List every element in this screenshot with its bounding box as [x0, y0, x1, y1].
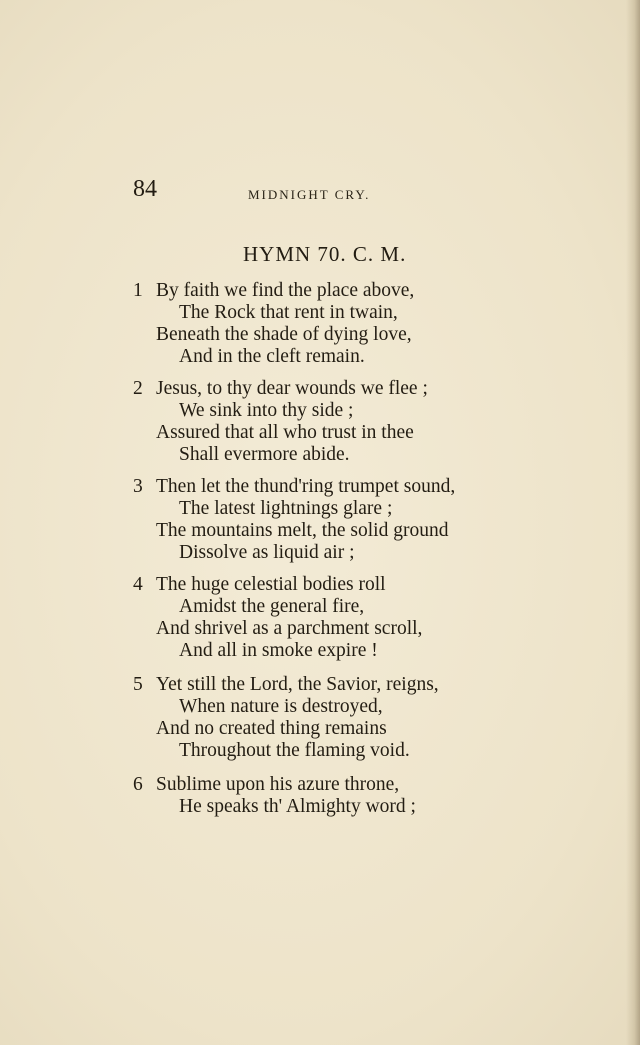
verse-line: And in the cleft remain. [179, 346, 365, 367]
verse-line: Beneath the shade of dying love, [156, 324, 412, 345]
verse-line: Assured that all who trust in thee [156, 422, 414, 443]
verse-line: Amidst the general fire, [179, 596, 365, 617]
verse-number: 4 [133, 574, 143, 595]
page-number: 84 [133, 176, 157, 202]
verse-line: The latest lightnings glare ; [179, 498, 393, 519]
hymn-title: HYMN 70. C. M. [243, 242, 407, 266]
verse-number: 2 [133, 378, 143, 399]
verse-line: When nature is destroyed, [179, 696, 383, 717]
verse-line: Shall evermore abide. [179, 444, 350, 465]
verse-line: The huge celestial bodies roll [156, 574, 386, 595]
verse-line: Then let the thund'ring trumpet sound, [156, 476, 456, 497]
page-edge-shadow [626, 0, 640, 1045]
verse-line: He speaks th' Almighty word ; [179, 796, 416, 817]
verse-line: Yet still the Lord, the Savior, reigns, [156, 674, 439, 695]
verse-line: Dissolve as liquid air ; [179, 542, 355, 563]
verse-line: The Rock that rent in twain, [179, 302, 398, 323]
verse-line: The mountains melt, the solid ground [156, 520, 449, 541]
verse-number: 5 [133, 674, 143, 695]
verse-line: Jesus, to thy dear wounds we flee ; [156, 378, 428, 399]
verse-line: And shrivel as a parchment scroll, [156, 618, 423, 639]
verse-line: And all in smoke expire ! [179, 640, 378, 661]
verse-line: And no created thing remains [156, 718, 387, 739]
running-title: MIDNIGHT CRY. [248, 187, 371, 202]
verse-line: By faith we find the place above, [156, 280, 415, 301]
verse-number: 1 [133, 280, 143, 301]
verse-number: 3 [133, 476, 143, 497]
verse-number: 6 [133, 774, 143, 795]
verse-line: Throughout the flaming void. [179, 740, 410, 761]
verse-line: We sink into thy side ; [179, 400, 354, 421]
verse-line: Sublime upon his azure throne, [156, 774, 400, 795]
